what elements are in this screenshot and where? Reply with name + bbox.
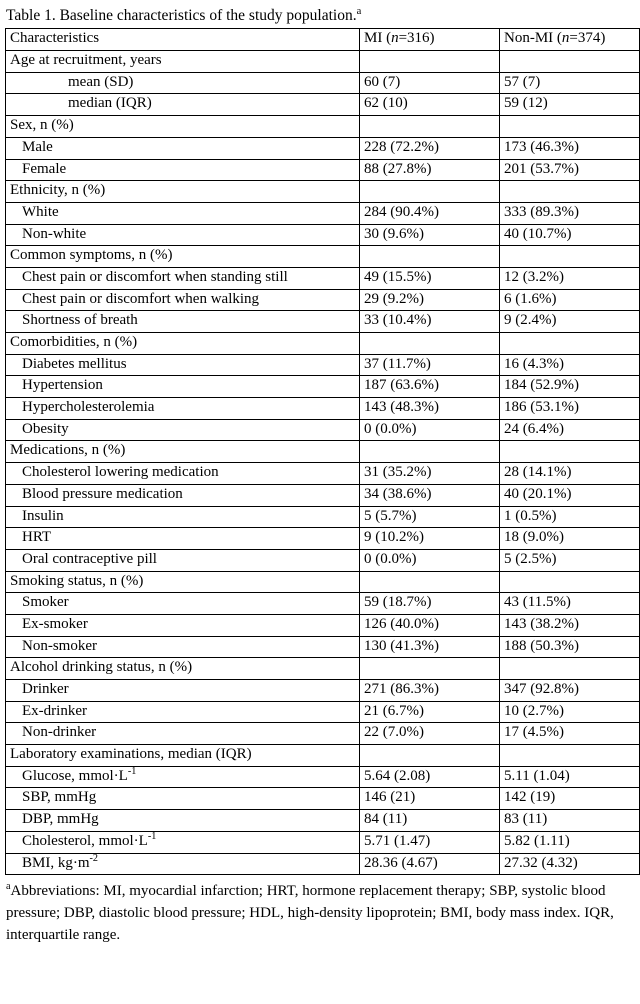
table-row: [6, 94, 640, 116]
column-header-mi: [360, 29, 500, 51]
table-row: [6, 701, 640, 723]
cell-mi: 33 (10.4%): [360, 311, 500, 333]
row-label: Hypercholesterolemia: [6, 398, 360, 420]
table-row: [6, 398, 640, 420]
cell-non-mi: [500, 658, 640, 680]
row-label: Non-drinker: [6, 723, 360, 745]
cell-mi: 88 (27.8%): [360, 159, 500, 181]
table-row: [6, 810, 640, 832]
table-row: [6, 766, 640, 788]
row-label: Chest pain or discomfort when standing still: [6, 267, 360, 289]
table-row: [6, 289, 640, 311]
cell-non-mi: 1 (0.5%): [500, 506, 640, 528]
column-header-non-mi-prefix: Non-MI (: [504, 30, 562, 47]
cell-mi: 284 (90.4%): [360, 202, 500, 224]
cell-non-mi: [500, 441, 640, 463]
column-header-characteristics: Characteristics: [6, 29, 360, 51]
unit-exponent: -1: [127, 765, 137, 777]
cell-mi: [360, 658, 500, 680]
row-label: Ex-smoker: [6, 614, 360, 636]
table-caption-text: Table 1. Baseline characteristics of the study population.: [6, 7, 357, 24]
table-header-row: [6, 29, 640, 51]
row-label: Cholesterol lowering medication: [6, 463, 360, 485]
cell-non-mi: 6 (1.6%): [500, 289, 640, 311]
table-row: [6, 549, 640, 571]
cell-mi: 143 (48.3%): [360, 398, 500, 420]
cell-mi: [360, 745, 500, 767]
cell-non-mi: 333 (89.3%): [500, 202, 640, 224]
cell-mi: 84 (11): [360, 810, 500, 832]
row-label: Obesity: [6, 419, 360, 441]
table-row: [6, 419, 640, 441]
row-label: Chest pain or discomfort when walking: [6, 289, 360, 311]
column-header-non-mi-suffix: =374): [569, 30, 606, 47]
cell-mi: 9 (10.2%): [360, 528, 500, 550]
table-row: [6, 72, 640, 94]
table-section-row: [6, 116, 640, 138]
baseline-characteristics-table: [5, 28, 640, 875]
cell-non-mi: 5 (2.5%): [500, 549, 640, 571]
table-section-row: [6, 571, 640, 593]
cell-mi: 5 (5.7%): [360, 506, 500, 528]
table-caption-footnote-marker: a: [356, 5, 362, 17]
row-label: Smoker: [6, 593, 360, 615]
cell-mi: 0 (0.0%): [360, 419, 500, 441]
cell-mi: 30 (9.6%): [360, 224, 500, 246]
row-label: Smoking status, n (%): [6, 571, 360, 593]
table-section-row: [6, 246, 640, 268]
cell-mi: 0 (0.0%): [360, 549, 500, 571]
cell-non-mi: 18 (9.0%): [500, 528, 640, 550]
cell-non-mi: 40 (20.1%): [500, 484, 640, 506]
cell-non-mi: 16 (4.3%): [500, 354, 640, 376]
table-row: [6, 680, 640, 702]
table-section-row: [6, 658, 640, 680]
cell-non-mi: 24 (6.4%): [500, 419, 640, 441]
table-row: [6, 831, 640, 853]
table-footnote: [6, 881, 634, 946]
row-label: mean (SD): [6, 72, 360, 94]
table-row: [6, 376, 640, 398]
row-label: Diabetes mellitus: [6, 354, 360, 376]
row-label: SBP, mmHg: [6, 788, 360, 810]
cell-mi: 5.71 (1.47): [360, 831, 500, 853]
cell-mi: 271 (86.3%): [360, 680, 500, 702]
row-label: Comorbidities, n (%): [6, 333, 360, 355]
row-label: Female: [6, 159, 360, 181]
cell-mi: [360, 181, 500, 203]
cell-mi: 31 (35.2%): [360, 463, 500, 485]
row-label: Shortness of breath: [6, 311, 360, 333]
row-label: BMI, $kg\cdot m^{-2}$: [6, 853, 360, 875]
cell-non-mi: 28 (14.1%): [500, 463, 640, 485]
cell-non-mi: 27.32 (4.32): [500, 853, 640, 875]
cell-mi: 34 (38.6%): [360, 484, 500, 506]
row-label: Oral contraceptive pill: [6, 549, 360, 571]
cell-non-mi: 5.82 (1.11): [500, 831, 640, 853]
cell-non-mi: 57 (7): [500, 72, 640, 94]
cell-non-mi: [500, 246, 640, 268]
row-label: Male: [6, 137, 360, 159]
cell-non-mi: 10 (2.7%): [500, 701, 640, 723]
column-header-non-mi: [500, 29, 640, 51]
cell-non-mi: 188 (50.3%): [500, 636, 640, 658]
cell-mi: [360, 51, 500, 73]
cell-mi: 28.36 (4.67): [360, 853, 500, 875]
row-label: DBP, mmHg: [6, 810, 360, 832]
table-section-row: [6, 181, 640, 203]
cell-non-mi: [500, 745, 640, 767]
cell-non-mi: 9 (2.4%): [500, 311, 640, 333]
cell-non-mi: [500, 571, 640, 593]
cell-mi: 29 (9.2%): [360, 289, 500, 311]
table-row: [6, 354, 640, 376]
table-row: [6, 202, 640, 224]
row-label: Age at recruitment, years: [6, 51, 360, 73]
cell-non-mi: 17 (4.5%): [500, 723, 640, 745]
cell-mi: 60 (7): [360, 72, 500, 94]
table-row: [6, 311, 640, 333]
cell-mi: 62 (10): [360, 94, 500, 116]
table-row: [6, 159, 640, 181]
row-label: Hypertension: [6, 376, 360, 398]
cell-mi: 228 (72.2%): [360, 137, 500, 159]
table-row: [6, 723, 640, 745]
table-caption: [6, 6, 638, 25]
cell-mi: 5.64 (2.08): [360, 766, 500, 788]
footnote-text: Abbreviations: MI, myocardial infarction; HRT, hormone replacement therapy; SBP, systolic blood pressure; DBP, diastolic blood pressure; HDL, high-density lipoprotein; BMI, body mass index. IQR, interquartile range.: [6, 883, 614, 943]
cell-non-mi: [500, 333, 640, 355]
table-section-row: [6, 441, 640, 463]
table-row: [6, 224, 640, 246]
cell-non-mi: 59 (12): [500, 94, 640, 116]
column-header-non-mi-n: n: [561, 30, 570, 47]
cell-non-mi: 83 (11): [500, 810, 640, 832]
table-row: [6, 506, 640, 528]
cell-non-mi: 40 (10.7%): [500, 224, 640, 246]
table-body: [6, 51, 640, 875]
cell-non-mi: 43 (11.5%): [500, 593, 640, 615]
table-section-row: [6, 333, 640, 355]
row-label: HRT: [6, 528, 360, 550]
row-label: Ethnicity, n (%): [6, 181, 360, 203]
cell-mi: [360, 333, 500, 355]
table-row: [6, 593, 640, 615]
row-label: Insulin: [6, 506, 360, 528]
table-row: [6, 137, 640, 159]
footnote-marker: a: [6, 881, 11, 893]
cell-non-mi: 142 (19): [500, 788, 640, 810]
table-section-row: [6, 745, 640, 767]
table-section-row: [6, 51, 640, 73]
cell-non-mi: 347 (92.8%): [500, 680, 640, 702]
cell-mi: 37 (11.7%): [360, 354, 500, 376]
column-header-mi-n: n: [391, 30, 399, 47]
table-row: [6, 788, 640, 810]
cell-non-mi: 186 (53.1%): [500, 398, 640, 420]
row-label: Drinker: [6, 680, 360, 702]
column-header-mi-prefix: MI (: [364, 30, 392, 47]
table-row: [6, 528, 640, 550]
row-label: Common symptoms, n (%): [6, 246, 360, 268]
row-label: Non-white: [6, 224, 360, 246]
cell-non-mi: 201 (53.7%): [500, 159, 640, 181]
table-row: [6, 853, 640, 875]
cell-non-mi: [500, 51, 640, 73]
cell-mi: [360, 571, 500, 593]
unit-exponent: -1: [147, 830, 157, 842]
row-label: Cholesterol, $mmol\cdot L^{-1}$: [6, 831, 360, 853]
cell-non-mi: 143 (38.2%): [500, 614, 640, 636]
cell-mi: 22 (7.0%): [360, 723, 500, 745]
cell-mi: [360, 116, 500, 138]
cell-non-mi: [500, 181, 640, 203]
row-label: Medications, n (%): [6, 441, 360, 463]
table-header: [6, 29, 640, 51]
row-label: Glucose, $mmol\cdot L^{-1}$: [6, 766, 360, 788]
row-label: median (IQR): [6, 94, 360, 116]
row-label: Blood pressure medication: [6, 484, 360, 506]
cell-mi: 126 (40.0%): [360, 614, 500, 636]
table-row: [6, 484, 640, 506]
table-row: [6, 614, 640, 636]
row-label: Laboratory examinations, median (IQR): [6, 745, 360, 767]
row-label: White: [6, 202, 360, 224]
cell-non-mi: [500, 116, 640, 138]
table-row: [6, 463, 640, 485]
cell-non-mi: 5.11 (1.04): [500, 766, 640, 788]
table-row: [6, 267, 640, 289]
cell-non-mi: 12 (3.2%): [500, 267, 640, 289]
unit-exponent: -2: [89, 852, 98, 864]
cell-mi: 21 (6.7%): [360, 701, 500, 723]
row-label: Non-smoker: [6, 636, 360, 658]
cell-non-mi: 173 (46.3%): [500, 137, 640, 159]
cell-non-mi: 184 (52.9%): [500, 376, 640, 398]
row-label: Alcohol drinking status, n (%): [6, 658, 360, 680]
cell-mi: [360, 441, 500, 463]
row-label: Sex, n (%): [6, 116, 360, 138]
cell-mi: 187 (63.6%): [360, 376, 500, 398]
table-row: [6, 636, 640, 658]
cell-mi: 59 (18.7%): [360, 593, 500, 615]
row-label: Ex-drinker: [6, 701, 360, 723]
column-header-mi-suffix: =316): [398, 30, 435, 47]
cell-mi: [360, 246, 500, 268]
cell-mi: 130 (41.3%): [360, 636, 500, 658]
cell-mi: 49 (15.5%): [360, 267, 500, 289]
cell-mi: 146 (21): [360, 788, 500, 810]
